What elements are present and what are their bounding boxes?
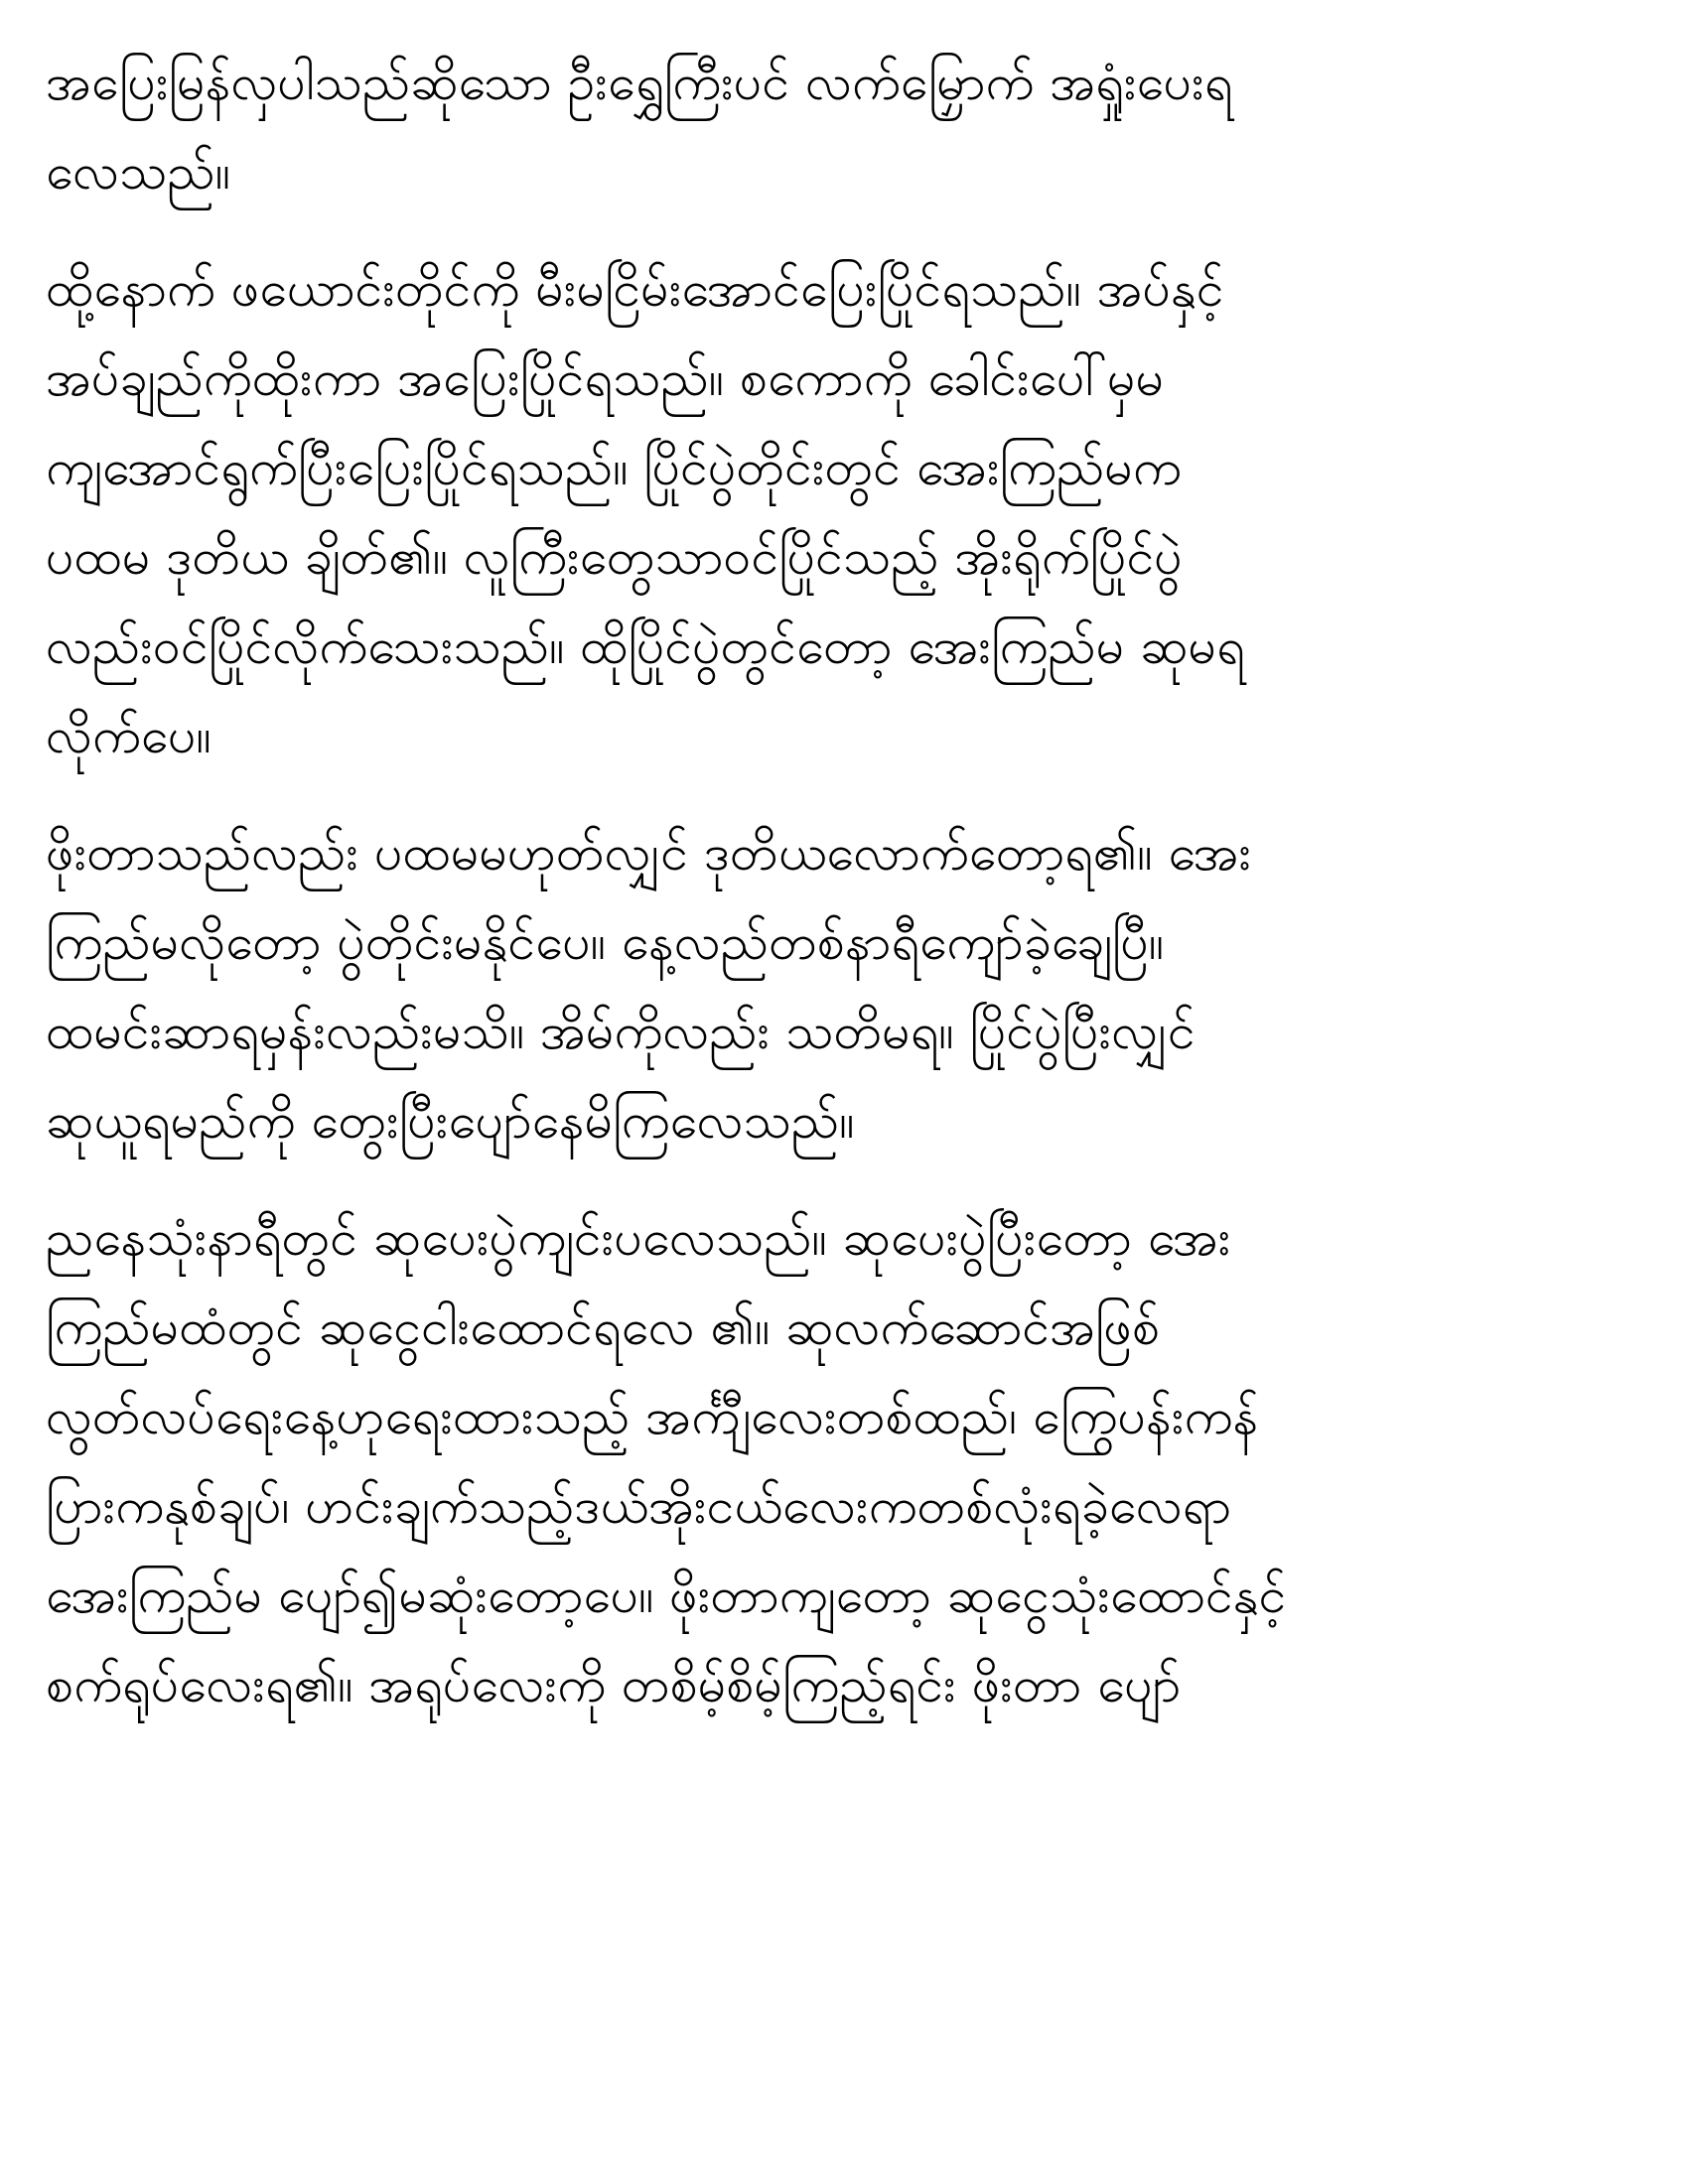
text-line: လည်းဝင်ပြိုင်လိုက်သေးသည်။ ထိုပြိုင်ပွဲတွင်တော့ အေးကြည်မ ဆုမရ [46,617,1245,675]
paragraph-4 [46,1193,1654,1729]
text-line: ဖိုးတာသည်လည်း ပထမမဟုတ်လျှင် ဒုတိယလောက်တော့ရ၏။ အေး [46,824,1252,882]
text-line: ထို့နောက် ဖယောင်းတိုင်ကို မီးမငြိမ်းအောင်ပြေးပြိုင်ရသည်။ အပ်နှင့် [46,260,1224,318]
text-line: ကြည်မလိုတော့ ပွဲတိုင်းမနိုင်ပေ။ နေ့လည်တစ်နာရီကျော်ခဲ့ချေပြီ။ [46,913,1164,971]
paragraph-2 [46,244,1654,780]
document-body [46,38,1654,1757]
text-line: ထမင်းဆာရမှန်းလည်းမသိ။ အိမ်ကိုလည်း သတိမရ။ ပြိုင်ပွဲပြီးလျှင် [46,1003,1196,1060]
text-line: ပထမ ဒုတိယ ချိတ်၏။ လူကြီးတွေသာဝင်ပြိုင်သည့် အိုးရိုက်ပြိုင်ပွဲ [46,528,1183,586]
text-line: လိုက်ပေ။ [46,707,211,764]
text-line: လွတ်လပ်ရေးနေ့ဟုရေးထားသည့် အင်္ကျီလေးတစ်ထည်၊ ကြွေပန်းကန် [46,1388,1259,1445]
text-line: အပ်ချည်ကိုထိုးကာ အပြေးပြိုင်ရသည်။ စကောကို ခေါင်းပေါ်မှမ [46,349,1165,407]
text-line: ပြားကနုစ်ချပ်၊ ဟင်းချက်သည့်ဒယ်အိုးငယ်လေးကတစ်လုံးရခဲ့လေရာ [46,1477,1232,1535]
text-line: အေးကြည်မ ပျော်၍မဆုံးတော့ပေ။ ဖိုးတာကျတော့ ဆုငွေသုံးထောင်နှင့် [46,1567,1287,1624]
text-line: အပြေးမြန်လှပါသည်ဆိုသော ဦးရွှေကြီးပင် လက်မြှောက် အရှုံးပေးရ [46,54,1233,111]
text-line: ကျအောင်ရွက်ပြီးပြေးပြိုင်ရသည်။ ပြိုင်ပွဲတိုင်းတွင် အေးကြည်မက [46,439,1182,496]
text-line: စက်ရုပ်လေးရ၏။ အရုပ်လေးကို တစိမ့်စိမ့်ကြည့်ရင်း ဖိုးတာ ပျော် [46,1656,1182,1713]
text-line: လေသည်။ [46,143,230,201]
text-line: ညနေသုံးနာရီတွင် ဆုပေးပွဲကျင်းပလေသည်။ ဆုပေးပွဲပြီးတော့ အေး [46,1209,1231,1267]
text-line: ကြည်မထံတွင် ဆုငွေငါးထောင်ရလေ ၏။ ဆုလက်ဆောင်အဖြစ် [46,1298,1161,1356]
paragraph-1 [46,38,1654,216]
paragraph-3 [46,808,1654,1165]
text-line: ဆုယူရမည်ကို တွေးပြီးပျော်နေမိကြလေသည်။ [46,1092,855,1150]
